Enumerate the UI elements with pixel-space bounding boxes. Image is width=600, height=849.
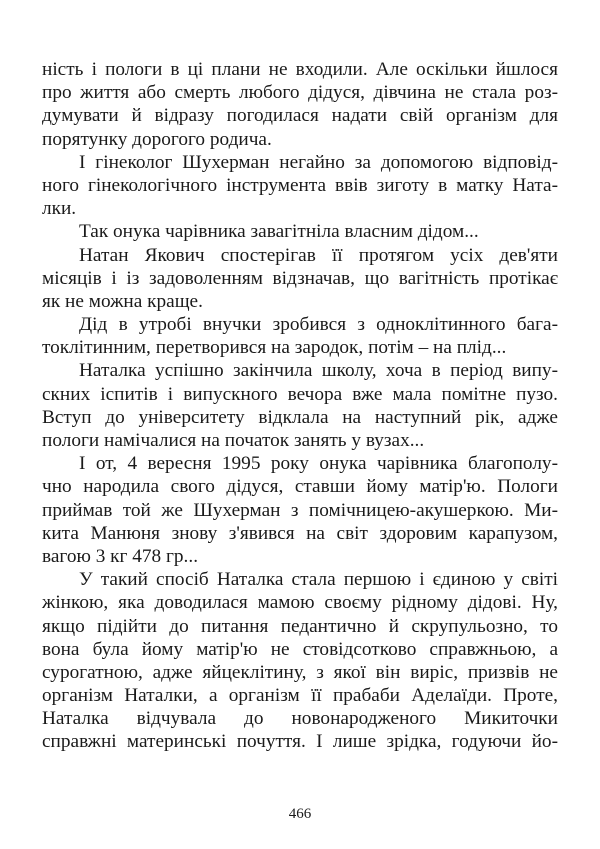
paragraph: [42, 568, 558, 754]
text-line: справжні материнські почуття. І лише зрідка, годуючи йо-: [42, 731, 558, 753]
text-line: ність і пологи в ці плани не входили. Але оскільки йшлося: [42, 59, 558, 80]
page-number: 466: [288, 806, 312, 822]
text-line: якщо підійти до питання педантично й скрупульозно, то: [42, 615, 558, 637]
paragraph: [42, 58, 558, 151]
text-line: Вступ до університету відклала на наступний рік, адже: [42, 406, 558, 428]
text-line: жінкою, яка доводилася мамою своєму рідному дідові. Ну,: [42, 592, 558, 614]
text-line: ного гінекологічного інструмента ввів зиготу в матку Ната-: [42, 174, 558, 196]
text-line: як не можна краще.: [42, 290, 203, 312]
text-line: думувати й відразу погодилася надати свій організм для: [42, 105, 558, 127]
text-line: І гінеколог Шухерман негайно за допомогою відповід-: [79, 151, 558, 173]
text-line: лки.: [42, 198, 77, 220]
text-line: Дід в утробі внучки зробився з одноклітинного бага-: [79, 314, 558, 336]
text-line: Натан Якович спостерігав її протягом усіх дев'яти: [79, 244, 558, 266]
text-line: скних іспитів і випускного вечора вже мала помітне пузо.: [42, 383, 558, 405]
paragraph: [42, 151, 558, 221]
paragraph: [42, 359, 558, 452]
text-line: приймав той же Шухерман з помічницею-акушеркою. Ми-: [42, 499, 558, 521]
text-line: чно народила свого дідуся, ставши йому матір'ю. Пологи: [42, 476, 558, 498]
text-line: Наталка відчувала до новонародженого Микиточки: [42, 708, 558, 730]
text-line: вона була йому матір'ю не стовідсотково справжньою, а: [42, 638, 558, 660]
text-line: токлітинним, перетворився на зародок, потім – на плід...: [42, 337, 507, 359]
page-body: [42, 58, 558, 754]
paragraph: [42, 220, 558, 243]
text-line: Наталка успішно закінчила школу, хоча в період випу-: [79, 360, 558, 382]
text-line: сурогатною, адже яйцеклітину, з якої він виріс, призвів не: [42, 661, 558, 683]
text-line: організм Наталки, а організм її прабаби Аделаїди. Проте,: [42, 685, 558, 707]
text-line: У такий спосіб Наталка стала першою і єдиною у світі: [79, 569, 558, 591]
text-line: пологи намічалися на початок занять у вузах...: [42, 430, 425, 451]
text-line: І от, 4 вересня 1995 року онука чарівника благополу-: [79, 453, 558, 475]
text-line: кита Манюня знову з'явився на світ здоровим карапузом,: [42, 522, 558, 544]
text-line: порятунку дорогого родича.: [42, 128, 272, 150]
text-line: Так онука чарівника завагітніла власним дідом...: [79, 221, 479, 243]
paragraph: [42, 452, 558, 568]
paragraph: [42, 244, 558, 314]
text-line: про життя або смерть любого дідуся, дівчина не стала роз-: [42, 82, 558, 104]
text-line: вагою 3 кг 478 гр...: [42, 545, 199, 567]
text-line: місяців і із задоволенням відзначав, що вагітність протікає: [42, 267, 558, 289]
paragraph: [42, 313, 558, 359]
